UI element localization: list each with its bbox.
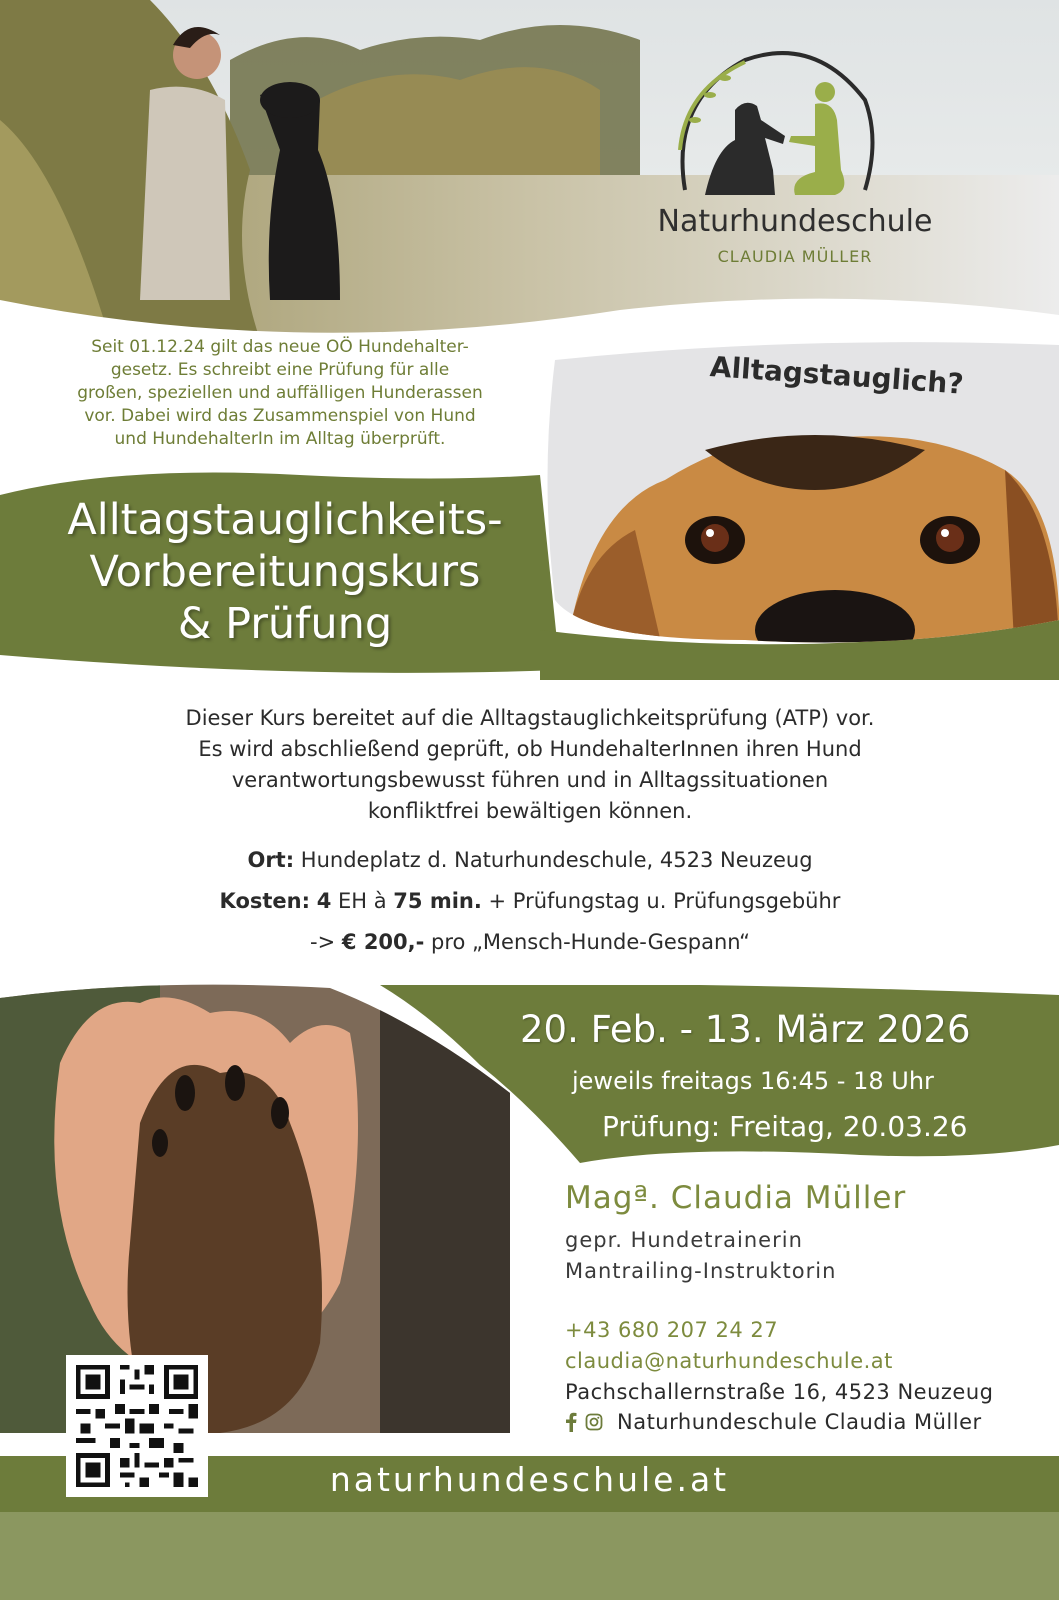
cost-extra: + Prüfungstag u. Prüfungsgebühr [481, 889, 841, 913]
headline-line: Vorbereitungskurs [89, 547, 481, 597]
course-times: jeweils freitags 16:45 - 18 Uhr [572, 1067, 934, 1095]
facebook-icon[interactable] [565, 1412, 577, 1432]
price-unit: pro „Mensch-Hunde-Gespann“ [424, 930, 750, 954]
course-description [100, 703, 960, 827]
hero-photo [0, 0, 1059, 340]
cost-line [100, 889, 960, 913]
headline-line: & Prüfung [177, 599, 393, 649]
cost-duration: 75 min. [393, 889, 482, 913]
description-line: verantwortungsbewusst führen und in Alltagssituationen [231, 768, 829, 792]
location-line [100, 848, 960, 872]
description-line: Dieser Kurs bereitet auf die Alltagstauglichkeitsprüfung (ATP) vor. [185, 706, 875, 730]
cost-label: Kosten: [219, 889, 311, 913]
price-arrow: -> [310, 930, 342, 954]
trainer-name: Magª. Claudia Müller [565, 1180, 907, 1216]
exam-date: Prüfung: Freitag, 20.03.26 [602, 1110, 968, 1143]
logo-subtitle: CLAUDIA MÜLLER [717, 247, 873, 266]
qr-code[interactable] [66, 1355, 208, 1497]
intro-line: und HundehalterIn im Alltag überprüft. [114, 429, 446, 449]
location-label: Ort: [247, 848, 295, 872]
logo-name: Naturhundeschule [657, 204, 933, 239]
location-value: Hundeplatz d. Naturhundeschule, 4523 Neuzeug [294, 848, 813, 872]
course-dates: 20. Feb. - 13. März 2026 [520, 1008, 971, 1051]
trainer-title: Mantrailing-Instruktorin [565, 1259, 837, 1283]
footer-base [0, 1512, 1059, 1600]
website-url[interactable]: naturhundeschule.at [329, 1460, 730, 1499]
description-line: Es wird abschließend geprüft, ob HundehalterInnen ihren Hund [198, 737, 862, 761]
cost-count: 4 [316, 889, 332, 913]
intro-line: gesetz. Es schreibt eine Prüfung für alle [110, 360, 450, 380]
intro-text [30, 336, 530, 451]
intro-line: großen, speziellen und auffälligen Hunderassen [77, 383, 483, 403]
dog-and-woman-logo-icon [665, 40, 880, 210]
cost-unit: EH à [331, 889, 394, 913]
description-line: konfliktfrei bewältigen können. [367, 799, 693, 823]
phone-number[interactable]: +43 680 207 24 27 [565, 1318, 779, 1342]
address: Pachschallernstraße 16, 4523 Neuzeug [565, 1380, 994, 1404]
headline-line: Alltagstauglichkeits- [67, 495, 503, 545]
intro-line: Seit 01.12.24 gilt das neue OÖ Hundehalter- [91, 337, 469, 357]
email-link[interactable]: claudia@naturhundeschule.at [565, 1349, 893, 1373]
instagram-icon[interactable] [585, 1413, 603, 1431]
price-line [100, 930, 960, 954]
social-name[interactable]: Naturhundeschule Claudia Müller [617, 1410, 982, 1434]
course-headline [10, 494, 560, 650]
price-value: € 200,- [341, 930, 425, 954]
alltagstauglich-question: Alltagstauglich? [708, 350, 965, 401]
trainer-title: gepr. Hundetrainerin [565, 1228, 803, 1252]
hero-landscape-image [0, 0, 1059, 340]
intro-line: vor. Dabei wird das Zusammenspiel von Hund [84, 406, 476, 426]
social-line [565, 1410, 982, 1434]
